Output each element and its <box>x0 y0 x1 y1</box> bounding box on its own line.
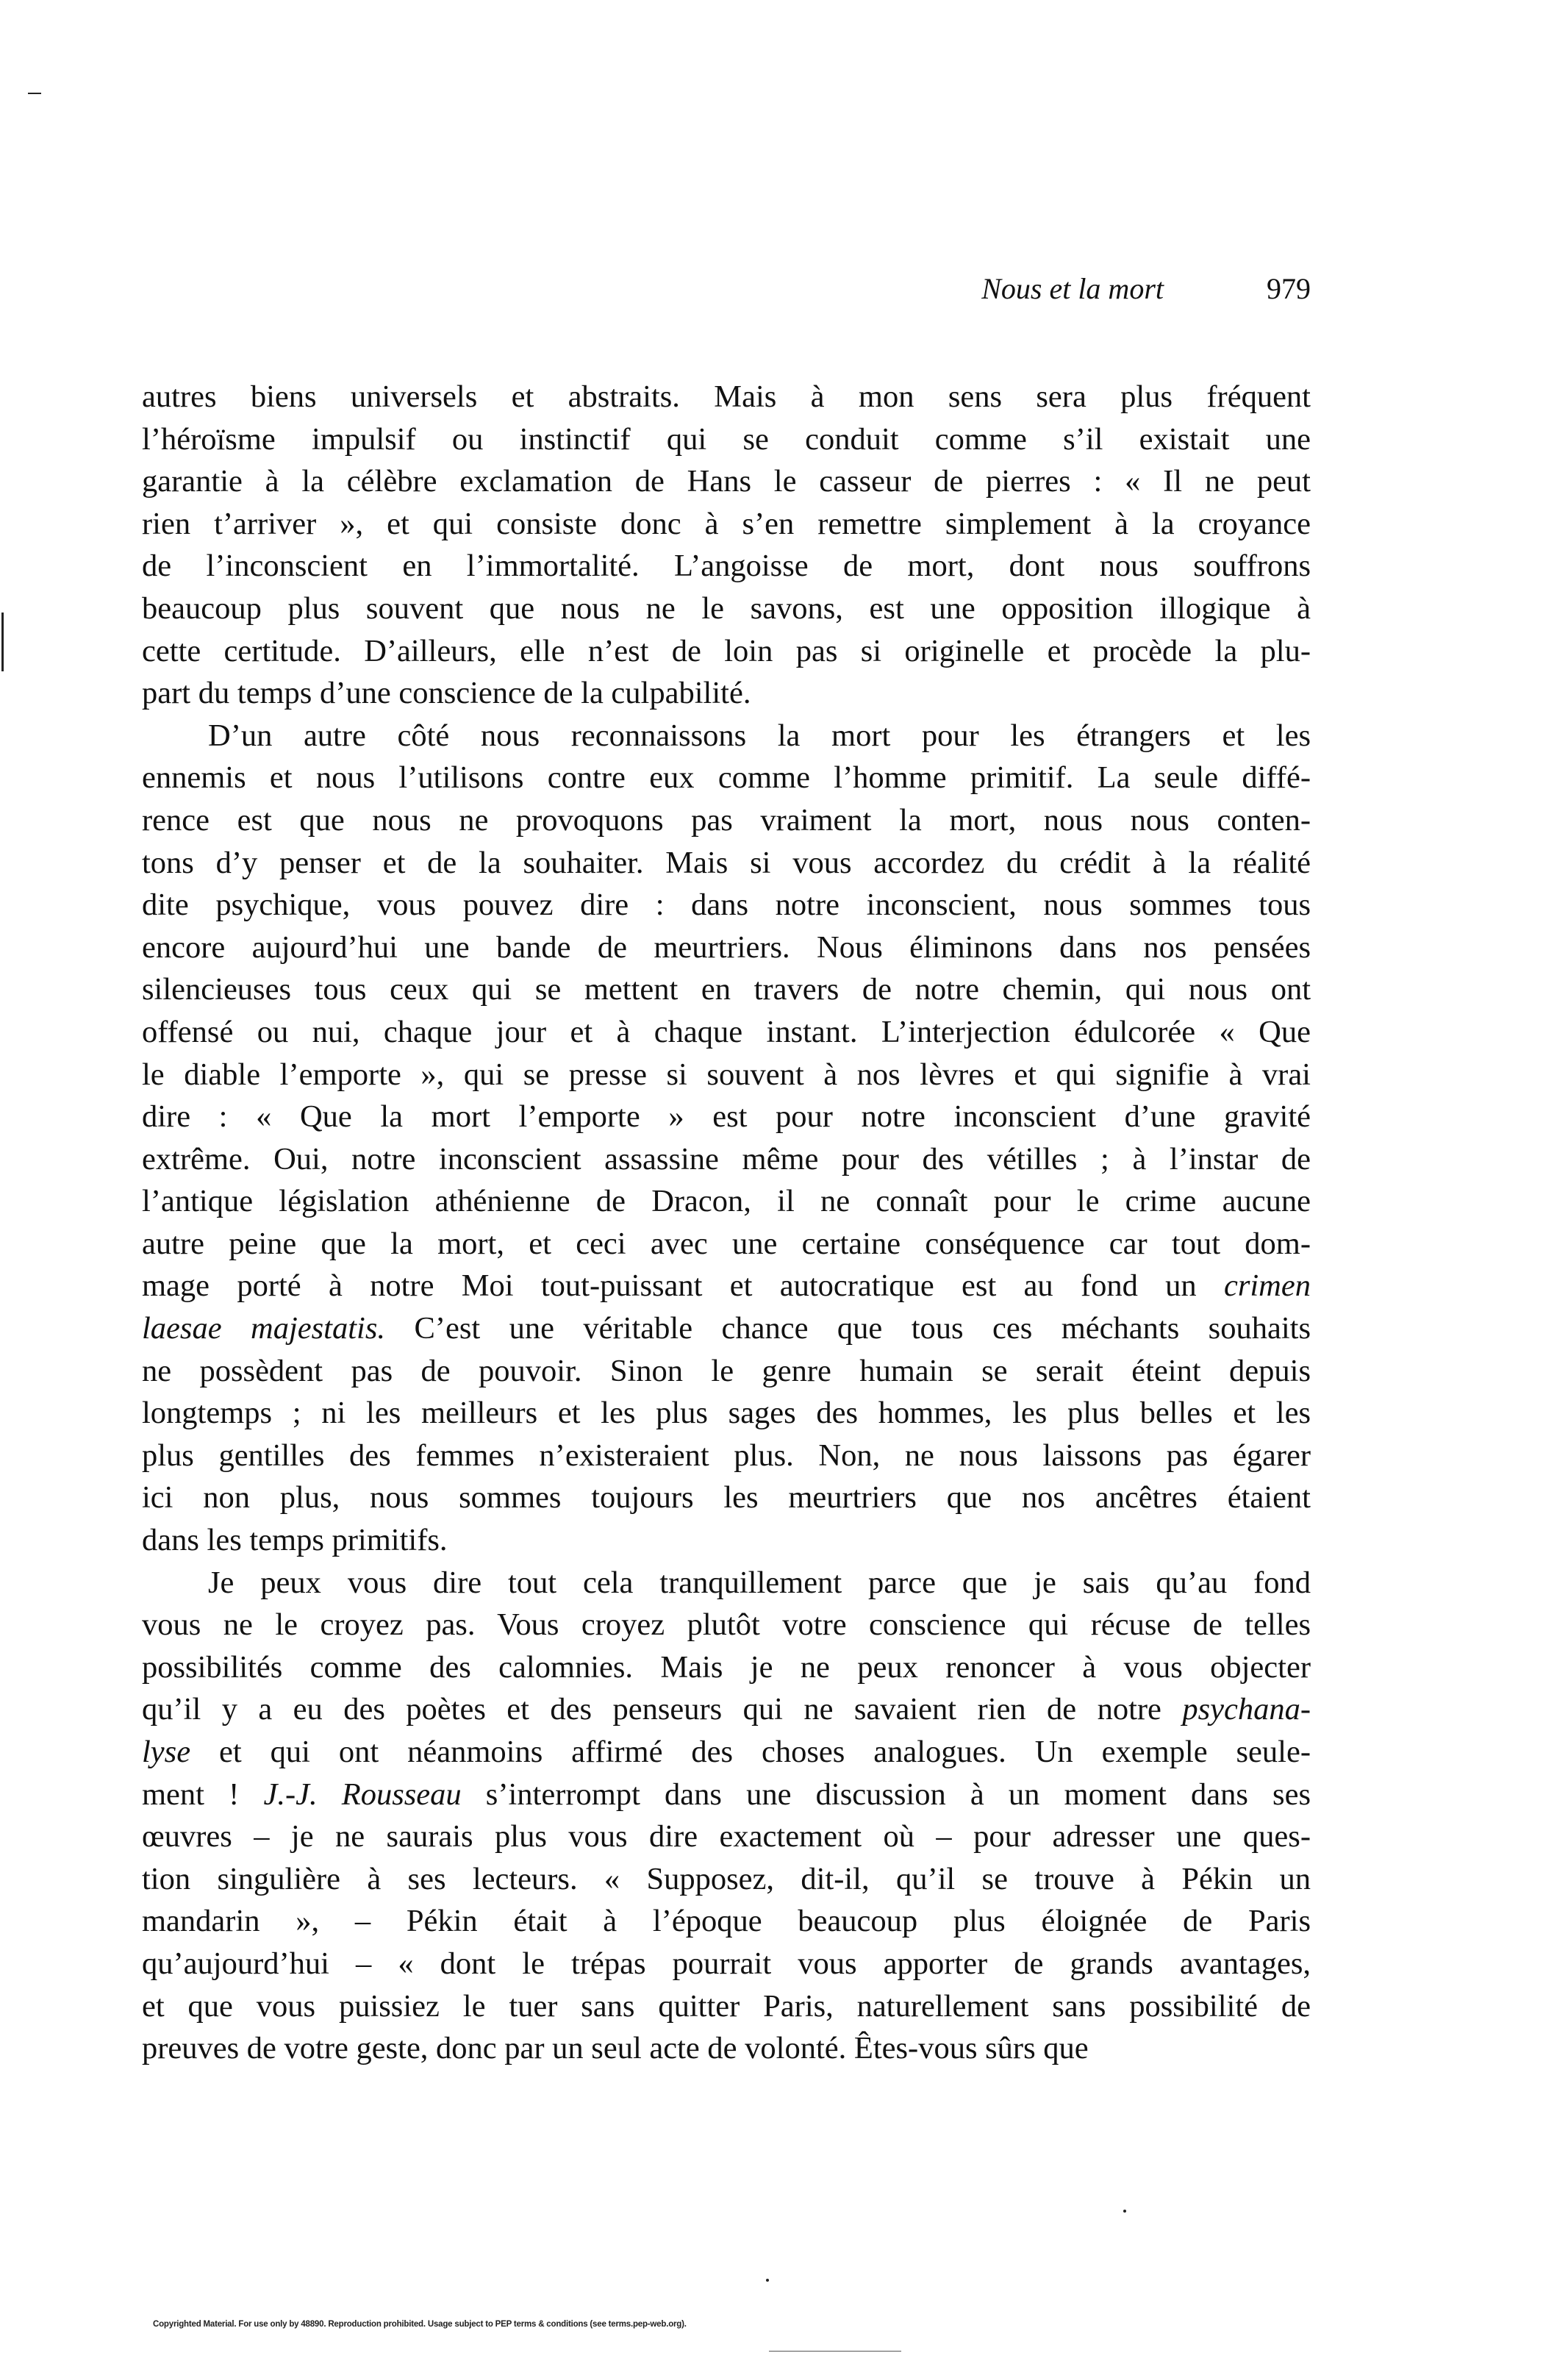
text-line <box>142 545 1311 588</box>
italic-text: laesae majestatis. <box>142 1311 386 1346</box>
text-line <box>142 1731 1311 1774</box>
text-line <box>142 1096 1311 1138</box>
text-run: et qui ont néanmoins affirmé des choses analogues. Un exemple seule- <box>190 1735 1311 1769</box>
text-line <box>142 672 1311 715</box>
paragraph <box>142 715 1311 1562</box>
text-line <box>142 1604 1311 1646</box>
text-run: extrême. Oui, notre inconscient assassine même pour des vétilles ; à l’instar de <box>142 1141 1311 1176</box>
text-line <box>142 1688 1311 1731</box>
text-line <box>142 1392 1311 1435</box>
text-run: ment ! <box>142 1777 264 1812</box>
text-line <box>142 1265 1311 1307</box>
text-run: offensé ou nui, chaque jour et à chaque instant. L’interjection édulcorée « Que <box>142 1014 1311 1049</box>
text-run: encore aujourd’hui une bande de meurtriers. Nous éliminons dans nos pensées <box>142 929 1311 965</box>
text-run: vous ne le croyez pas. Vous croyez plutôt votre conscience qui récuse de telles <box>142 1607 1311 1643</box>
text-run: D’un autre côté nous reconnaissons la mort pour les étrangers et les <box>208 718 1311 753</box>
text-run: l’héroïsme impulsif ou instinctif qui se conduit comme s’il existait une <box>142 421 1311 457</box>
text-run: œuvres – je ne saurais plus vous dire exactement où – pour adresser une ques- <box>142 1819 1311 1854</box>
text-line <box>142 715 1311 757</box>
text-run: ennemis et nous l’utilisons contre eux comme l’homme primitif. La seule diffé- <box>142 760 1311 796</box>
text-run: rence est que nous ne provoquons pas vraiment la mort, nous nous conten- <box>142 802 1311 838</box>
text-line <box>142 1011 1311 1054</box>
paragraph <box>142 376 1311 715</box>
text-line <box>142 1054 1311 1096</box>
text-run: mandarin », – Pékin était à l’époque beaucoup plus éloignée de Paris <box>142 1904 1311 1939</box>
text-line <box>142 1858 1311 1901</box>
text-line <box>142 1435 1311 1477</box>
text-run: ici non plus, nous sommes toujours les meurtriers que nos ancêtres étaient <box>142 1480 1311 1515</box>
text-run: ne possèdent pas de pouvoir. Sinon le genre humain se serait éteint depuis <box>142 1353 1311 1388</box>
text-run: C’est une véritable chance que tous ces méchants souhaits <box>385 1311 1311 1346</box>
scan-speck <box>766 2279 769 2282</box>
text-run: tons d’y penser et de la souhaiter. Mais si vous accordez du crédit à la réalité <box>142 845 1311 880</box>
text-line <box>142 588 1311 630</box>
text-line <box>142 799 1311 842</box>
italic-text: psychana- <box>1182 1692 1311 1727</box>
text-run: le diable l’emporte », qui se presse si souvent à nos lèvres et qui signifie à vrai <box>142 1057 1311 1092</box>
text-line <box>142 503 1311 546</box>
text-line <box>142 1180 1311 1223</box>
scan-speck <box>1123 2210 1126 2213</box>
text-run: tion singulière à ses lecteurs. « Supposez, dit-il, qu’il se trouve à Pékin un <box>142 1861 1311 1896</box>
text-line <box>142 1138 1311 1181</box>
text-run: s’interrompt dans une discussion à un moment dans ses <box>461 1777 1311 1812</box>
text-line <box>142 2027 1311 2070</box>
text-run: possibilités comme des calomnies. Mais je ne peux renoncer à vous objecter <box>142 1649 1311 1685</box>
text-line <box>142 630 1311 673</box>
text-run: longtemps ; ni les meilleurs et les plus sages des hommes, les plus belles et les <box>142 1396 1311 1431</box>
text-line <box>142 1774 1311 1816</box>
text-line <box>142 1943 1311 1985</box>
scan-artifact-dash <box>28 93 41 94</box>
text-run: rien t’arriver », et qui consiste donc à s’en remettre simplement à la croyance <box>142 506 1311 541</box>
text-line <box>142 1646 1311 1689</box>
running-title: Nous et la mort <box>981 272 1164 305</box>
text-line <box>142 1900 1311 1943</box>
text-line <box>142 1307 1311 1350</box>
text-run: plus gentilles des femmes n’existeraient plus. Non, ne nous laissons pas égarer <box>142 1438 1311 1473</box>
text-line <box>142 1477 1311 1519</box>
text-run: autres biens universels et abstraits. Mais à mon sens sera plus fréquent <box>142 379 1311 414</box>
italic-text: lyse <box>142 1735 191 1769</box>
text-run: preuves de votre geste, donc par un seul acte de volonté. Êtes-vous sûrs que <box>142 2031 1089 2066</box>
running-header <box>142 271 1311 307</box>
text-line <box>142 842 1311 885</box>
text-line <box>142 1223 1311 1265</box>
text-run: de l’inconscient en l’immortalité. L’angoisse de mort, dont nous souffrons <box>142 549 1311 584</box>
copyright-notice: Copyrighted Material. For use only by 48890. Reproduction prohibited. Usage subject to PEP terms & conditions (see terms.pep-web.org). <box>153 2320 687 2329</box>
text-run: dite psychique, vous pouvez dire : dans notre inconscient, nous sommes tous <box>142 888 1311 923</box>
text-run: et que vous puissiez le tuer sans quitter Paris, naturellement sans possibilité de <box>142 1988 1311 2024</box>
footer-rule <box>769 2351 901 2352</box>
text-run: cette certitude. D’ailleurs, elle n’est de loin pas si originelle et procède la plu- <box>142 633 1311 668</box>
text-run: mage porté à notre Moi tout-puissant et autocratique est au fond un <box>142 1268 1224 1304</box>
text-line <box>142 1350 1311 1393</box>
text-run: dire : « Que la mort l’emporte » est pour notre inconscient d’une gravité <box>142 1099 1311 1135</box>
text-run: Je peux vous dire tout cela tranquillement parce que je sais qu’au fond <box>208 1565 1311 1600</box>
italic-text: J.-J. Rousseau <box>263 1777 462 1812</box>
text-line <box>142 968 1311 1011</box>
text-run: part du temps d’une conscience de la culpabilité. <box>142 676 751 711</box>
text-line <box>142 376 1311 418</box>
text-line <box>142 1815 1311 1858</box>
text-run: l’antique législation athénienne de Dracon, il ne connaît pour le crime aucune <box>142 1184 1311 1219</box>
text-line <box>142 1985 1311 2028</box>
text-line <box>142 757 1311 799</box>
text-line <box>142 460 1311 503</box>
paragraph <box>142 1562 1311 2070</box>
italic-text: crimen <box>1223 1268 1311 1304</box>
text-run: garantie à la célèbre exclamation de Hans le casseur de pierres : « Il ne peut <box>142 464 1311 499</box>
scan-artifact-margin-line <box>1 613 4 671</box>
text-run: qu’aujourd’hui – « dont le trépas pourrait vous apporter de grands avantages, <box>142 1946 1311 1981</box>
text-line <box>142 884 1311 926</box>
text-run: autre peine que la mort, et ceci avec une certaine conséquence car tout dom- <box>142 1226 1311 1261</box>
body-text <box>142 376 1311 2070</box>
text-line <box>142 1562 1311 1604</box>
text-line <box>142 418 1311 461</box>
text-line <box>142 926 1311 969</box>
text-run: silencieuses tous ceux qui se mettent en travers de notre chemin, qui nous ont <box>142 972 1311 1007</box>
page-number: 979 <box>1267 272 1311 305</box>
text-run: qu’il y a eu des poètes et des penseurs qui ne savaient rien de notre <box>142 1692 1183 1727</box>
text-run: beaucoup plus souvent que nous ne le savons, est une opposition illogique à <box>142 590 1311 626</box>
text-line <box>142 1519 1311 1562</box>
text-run: dans les temps primitifs. <box>142 1523 448 1558</box>
